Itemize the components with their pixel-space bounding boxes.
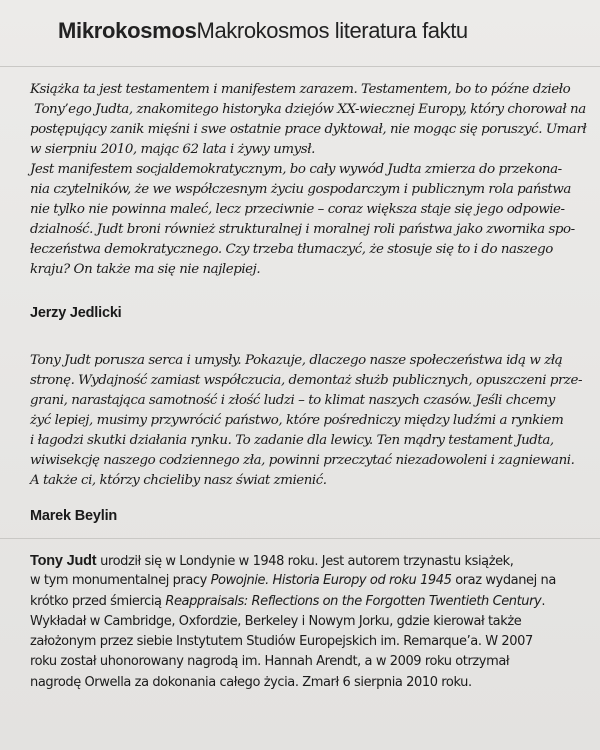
bio-text: . xyxy=(541,593,546,609)
quote-jedlicki xyxy=(30,80,587,280)
bio-line xyxy=(30,551,578,571)
quote-line: nie tylko nie powinna maleć, lecz przeciwnie – coraz większa staje się jego odpowie- xyxy=(30,202,565,217)
quote-line: grani, narastająca samotność i złość ludzi – to klimat naszych czasów. Jeśli chcemy xyxy=(30,393,555,408)
author-beylin: Marek Beylin xyxy=(30,508,118,524)
bio-text: oraz wydanej na xyxy=(451,573,556,589)
series-name-rest: Makrokosmos literatura faktu xyxy=(196,18,468,43)
quote-line: żyć lepiej, musimy przywrócić państwo, które pośredniczy między ludźmi a rynkiem xyxy=(30,413,564,428)
quote-line: postępujący zanik mięśni i swe ostatnie prace dyktował, nie mogąc się poruszyć. Umarł xyxy=(30,122,587,137)
bio-author-name: Tony Judt xyxy=(30,553,97,569)
quote-beylin xyxy=(30,351,583,491)
quote-line: kraju? On także ma się nie najlepiej. xyxy=(30,262,261,277)
quote-line: nia czytelników, że we współczesnym życiu gospodarczym i publicznym rola państwa xyxy=(30,182,571,197)
author-biography xyxy=(30,551,578,693)
bio-line xyxy=(30,571,578,591)
bio-book-title: Reappraisals: Reflections on the Forgotten Twentieth Century xyxy=(165,593,542,609)
bio-line xyxy=(30,592,578,612)
quote-line: stronę. Wydajność zamiast współczucia, demontaż służb publicznych, opuszczeni prze- xyxy=(30,373,583,388)
quote-line: Tony’ego Judta, znakomitego historyka dziejów XX-wiecznej Europy, który chorował na xyxy=(34,102,586,117)
quote-line: wiwisekcję naszego codziennego zła, powinni przeczytać niezadowoleni i zagniewani. xyxy=(30,453,575,468)
bio-line: nagrodę Orwella za dokonania całego życia. Zmarł 6 sierpnia 2010 roku. xyxy=(30,674,472,690)
bio-line: Wykładał w Cambridge, Oxfordzie, Berkeley i Nowym Jorku, gdzie kierował także xyxy=(30,613,522,629)
bio-line: roku został uhonorowany nagrodą im. Hannah Arendt, a w 2009 roku otrzymał xyxy=(30,654,510,670)
quote-line: w sierpniu 2010, mając 62 lata i żywy umysł. xyxy=(30,142,315,157)
author-jedlicki: Jerzy Jedlicki xyxy=(30,305,122,321)
bio-divider xyxy=(0,538,600,539)
bio-line: założonym przez siebie Instytutem Studiów Europejskich im. Remarque’a. W 2007 xyxy=(30,634,533,650)
quote-line: A także ci, którzy chcieliby nasz świat zmienić. xyxy=(30,473,327,488)
quote-line: Książka ta jest testamentem i manifestem zarazem. Testamentem, bo to późne dzieło xyxy=(30,82,571,97)
quote-line: łeczeństwa demokratycznego. Czy trzeba tłumaczyć, że stosuje się to i do naszego xyxy=(30,242,553,257)
bio-text: urodził się w Londynie w 1948 roku. Jest autorem trzynastu książek, xyxy=(96,554,514,569)
quote-line: Jest manifestem socjaldemokratycznym, bo cały wywód Judta zmierza do przekona- xyxy=(30,162,562,177)
bio-text: krótko przed śmiercią xyxy=(30,593,166,609)
quote-line: dzialność. Judt broni również strukturalnej i moralnej roli państwa jako zwornika spo- xyxy=(30,222,575,237)
bio-book-title: Powojnie. Historia Europy od roku 1945 xyxy=(210,573,452,589)
series-header xyxy=(58,17,468,45)
quote-line: Tony Judt porusza serca i umysły. Pokazuje, dlaczego nasze społeczeństwa idą w złą xyxy=(30,353,563,368)
header-divider xyxy=(0,66,600,67)
bio-text: w tym monumentalnej pracy xyxy=(30,573,211,589)
quote-line: i łagodzi skutki działania rynku. To zadanie dla lewicy. Ten mądry testament Judta, xyxy=(30,433,554,448)
series-name-bold: Mikrokosmos xyxy=(58,18,197,43)
